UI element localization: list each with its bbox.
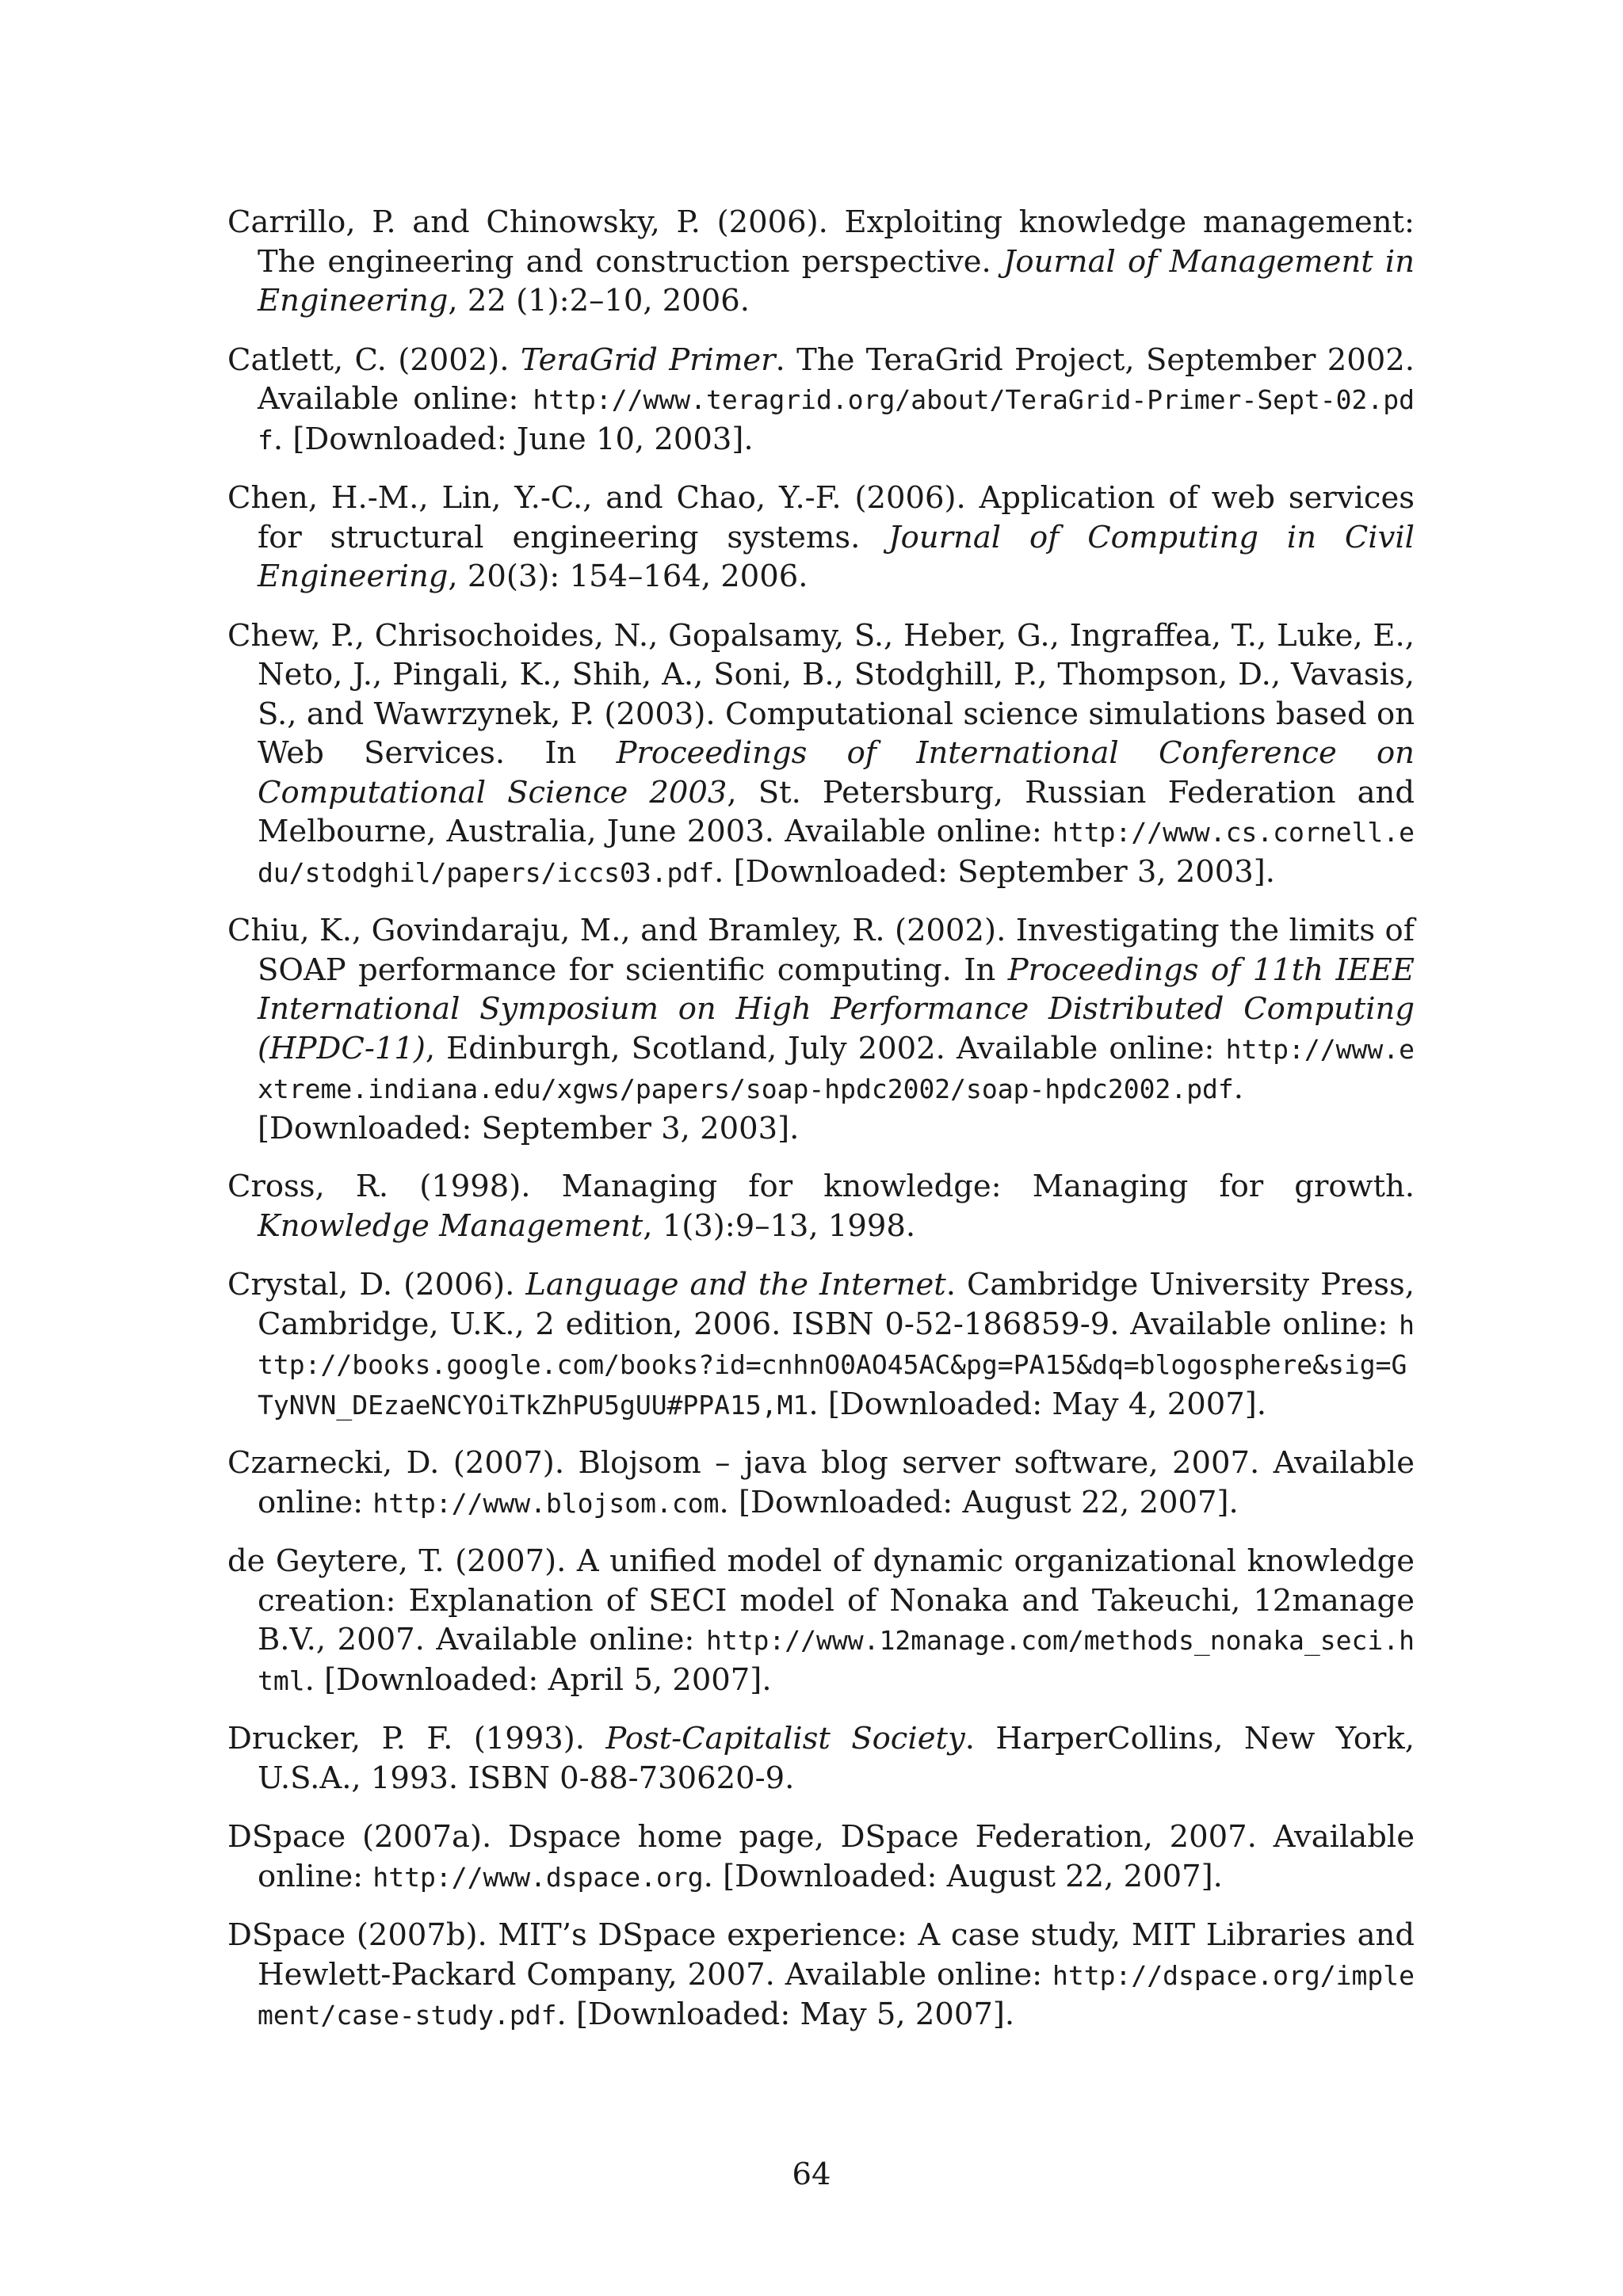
reference-details: , 22 (1):2–10, 2006.: [448, 283, 750, 318]
reference-details: , Edinburgh, Scotland, July 2002. Available online:: [425, 1030, 1226, 1066]
page-number: 64: [792, 2157, 831, 2192]
reference-entry: [227, 1719, 1415, 1798]
reference-download-note: . [Downloaded: May 4, 2007].: [808, 1386, 1266, 1422]
reference-download-note: . [Downloaded: September 3, 2003].: [714, 853, 1276, 890]
reference-entry: [227, 1916, 1415, 2035]
reference-entry: [227, 1817, 1415, 1897]
reference-text: Drucker, P. F. (1993).: [227, 1721, 606, 1756]
reference-download-note: . [Downloaded: August 22, 2007].: [719, 1484, 1239, 1520]
reference-text: DSpace (2007a). Dspace home page, DSpace Federation, 2007. Available online:: [227, 1819, 1415, 1894]
reference-details: , 1(3):9–13, 1998.: [643, 1207, 916, 1244]
reference-entry: [227, 1444, 1415, 1523]
reference-url[interactable]: http://www.blojsom.com: [372, 1487, 720, 1519]
reference-entry: [227, 1167, 1415, 1246]
reference-details: . The TeraGrid Project, September 2002. Available online:: [258, 341, 1415, 417]
reference-url[interactable]: http://www.extreme.indiana.edu/xgws/papers/soap-hpdc2002/soap-hpdc2002.pdf: [258, 1033, 1415, 1104]
reference-download-note: . [Downloaded: May 5, 2007].: [556, 1997, 1015, 2032]
reference-source-title: Knowledge Management: [258, 1207, 643, 1244]
reference-url[interactable]: http://www.cs.cornell.edu/stodghil/papers/iccs03.pdf: [258, 817, 1415, 888]
reference-source-title: Proceedings of International Conference on Computational Science 2003: [258, 735, 1415, 810]
reference-source-title: Language and the Internet: [525, 1267, 946, 1302]
reference-text: Czarnecki, D. (2007). Blojsom – java blog server software, 2007. Available online:: [227, 1445, 1415, 1520]
reference-list: [227, 203, 1415, 2054]
reference-download-note: . [Downloaded: June 10, 2003].: [273, 421, 754, 457]
reference-text: Chiu, K., Govindaraju, M., and Bramley, R. (2002). Investigating the limits of SOAP performance for scientific computing. In: [227, 913, 1415, 988]
reference-entry: [227, 1265, 1415, 1425]
reference-text: Chen, H.-M., Lin, Y.-C., and Chao, Y.-F. (2006). Application of web services for structural engineering systems.: [227, 480, 1415, 555]
reference-source-title: Journal of Computing in Civil Engineering: [258, 519, 1415, 594]
reference-source-title: Journal of Management in Engineering: [258, 243, 1415, 318]
reference-entry: [227, 616, 1415, 893]
reference-download-note: . [Downloaded: April 5, 2007].: [304, 1661, 772, 1698]
reference-text: Cross, R. (1998). Managing for knowledge: Managing for growth.: [227, 1169, 1415, 1204]
reference-source-title: TeraGrid Primer: [520, 341, 776, 378]
reference-entry: [227, 1542, 1415, 1700]
reference-entry: [227, 341, 1415, 460]
reference-details: , St. Petersburg, Russian Federation and Melbourne, Australia, June 2003. Available online:: [258, 774, 1415, 849]
reference-source-title: Proceedings of 11th IEEE International Symposium on High Performance Distributed Computing (HPDC-11): [258, 952, 1415, 1066]
reference-download-note: . [Downloaded: August 22, 2007].: [703, 1858, 1223, 1894]
reference-text: Carrillo, P. and Chinowsky, P. (2006). Exploiting knowledge management: The engineering and construction perspective.: [227, 204, 1415, 280]
reference-url[interactable]: http://www.12manage.com/methods_nonaka_seci.html: [258, 1625, 1415, 1696]
reference-url[interactable]: http://www.dspace.org: [372, 1861, 704, 1893]
reference-download-note: . [Downloaded: September 3, 2003].: [258, 1070, 1244, 1146]
reference-text: Chew, P., Chrisochoides, N., Gopalsamy, S., Heber, G., Ingraffea, T., Luke, E., Neto, J., Pingali, K., Shih, A., Soni, B., Stodghill, P., Thompson, D., Vavasis, S., and Wawrzynek, P. (2003). Computational science simulations based on Web Services. In: [227, 617, 1415, 771]
reference-text: de Geytere, T. (2007). A unified model of dynamic organizational knowledge creation: Explanation of SECI model of Nonaka and Takeuchi, 12manage B.V., 2007. Available online:: [227, 1543, 1415, 1657]
reference-text: Crystal, D. (2006).: [227, 1267, 526, 1302]
reference-url[interactable]: http://www.teragrid.org/about/TeraGrid-Primer-Sept-02.pdf: [258, 384, 1415, 456]
reference-entry: [227, 479, 1415, 597]
reference-details: . Cambridge University Press, Cambridge, U.K., 2 edition, 2006. ISBN 0-52-186859-9. Available online:: [258, 1267, 1415, 1342]
reference-details: , 20(3): 154–164, 2006.: [448, 559, 808, 594]
reference-details: . HarperCollins, New York, U.S.A., 1993. ISBN 0-88-730620-9.: [258, 1721, 1415, 1796]
reference-text: DSpace (2007b). MIT’s DSpace experience: A case study, MIT Libraries and Hewlett-Packard Company, 2007. Available online:: [227, 1917, 1415, 1993]
reference-entry: [227, 911, 1415, 1148]
reference-source-title: Post-Capitalist Society: [605, 1721, 965, 1756]
reference-entry: [227, 203, 1415, 322]
reference-text: Catlett, C. (2002).: [227, 341, 521, 378]
reference-url[interactable]: http://books.google.com/books?id=cnhnO0AO45AC&pg=PA15&dq=blogosphere&sig=GTyNVN_DEzaeNCYOiTkZhPU5gUU#PPA15,M1: [258, 1309, 1415, 1421]
reference-url[interactable]: http://dspace.org/implement/case-study.pdf: [258, 1959, 1415, 2031]
